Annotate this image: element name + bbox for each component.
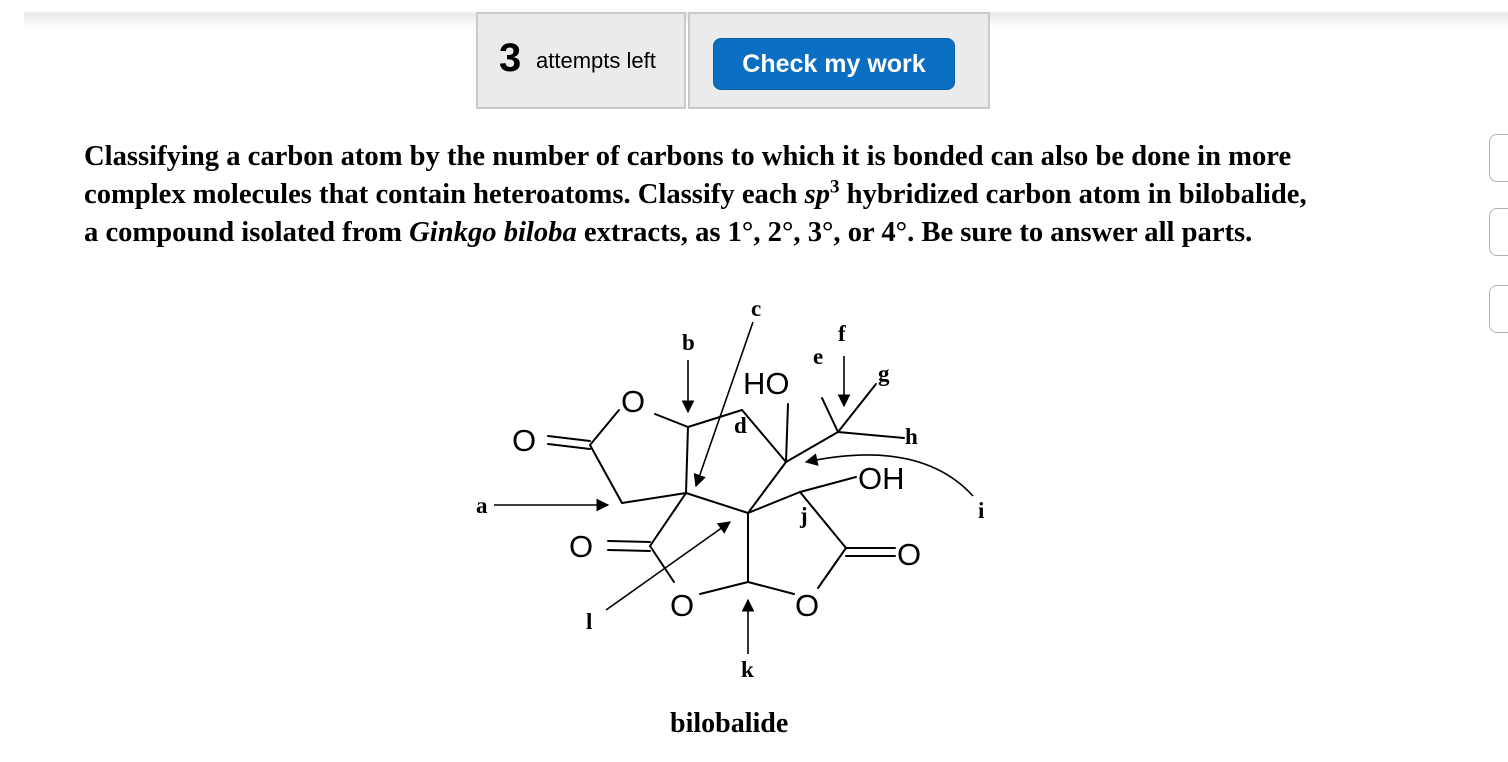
label-arrow-l — [606, 522, 730, 610]
bond — [655, 414, 688, 427]
atom-oxygen: O — [621, 384, 646, 419]
label-b: b — [682, 330, 695, 355]
question-text-segment: a compound isolated from — [84, 217, 410, 248]
atom-oxygen: O — [795, 588, 820, 623]
bond — [686, 493, 748, 513]
atom-oxygen: O — [512, 423, 537, 458]
question-line-1: Classifying a carbon atom by the number of carbons to which it is bonded can also be done in more — [84, 141, 1292, 172]
label-i: i — [978, 498, 985, 523]
structure-caption: bilobalide — [670, 708, 789, 739]
question-text-segment: hybridized carbon atom in bilobalide, — [839, 179, 1307, 210]
bond — [608, 541, 650, 542]
bond — [700, 582, 748, 594]
label-k: k — [741, 657, 754, 682]
label-d: d — [734, 413, 747, 438]
bond — [686, 427, 688, 493]
sp-term: sp — [804, 179, 831, 210]
label-c: c — [751, 296, 762, 321]
label-a: a — [476, 493, 488, 518]
check-my-work-button[interactable]: Check my work — [713, 38, 955, 90]
attempts-count: 3 — [499, 36, 522, 80]
label-f: f — [838, 321, 846, 346]
atom-hydroxyl: OH — [858, 461, 905, 496]
bond — [786, 404, 788, 462]
attempts-label: attempts left — [536, 48, 656, 73]
label-arrow-c — [696, 322, 753, 486]
bond — [838, 432, 904, 438]
label-j: j — [800, 503, 808, 528]
bond — [800, 477, 856, 492]
bond — [590, 410, 619, 445]
atom-hydroxyl: HO — [743, 366, 790, 401]
bond — [622, 493, 686, 503]
bond — [650, 493, 686, 546]
bond — [608, 550, 650, 551]
question-text-segment: extracts, as 1°, 2°, 3°, or 4°. Be sure to answer all parts. — [576, 217, 1253, 248]
bond — [548, 444, 590, 449]
bond — [818, 548, 846, 588]
atom-oxygen: O — [569, 529, 594, 564]
bond — [742, 410, 786, 462]
sp-superscript: 3 — [830, 176, 840, 198]
question-text-segment: complex molecules that contain heteroatoms. Classify each — [84, 179, 805, 210]
bond — [822, 398, 838, 432]
label-l: l — [586, 609, 593, 634]
atom-oxygen: O — [897, 537, 922, 572]
label-h: h — [905, 424, 918, 449]
atom-oxygen: O — [670, 588, 695, 623]
label-e: e — [813, 344, 824, 369]
bond — [748, 582, 794, 594]
bond — [548, 436, 590, 441]
bond — [590, 445, 622, 503]
species-name: Ginkgo biloba — [409, 217, 577, 248]
label-g: g — [878, 361, 890, 386]
